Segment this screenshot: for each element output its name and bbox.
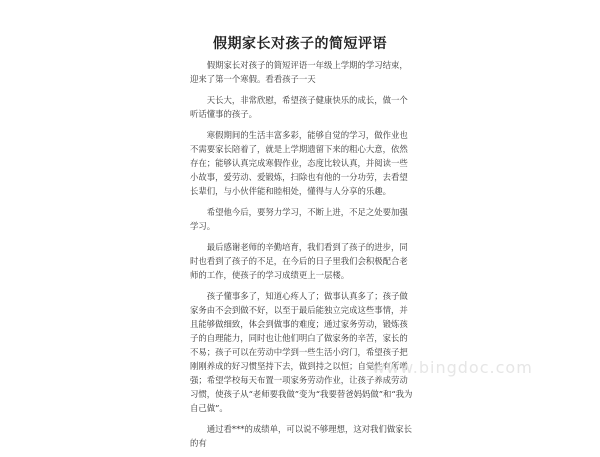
document-body (190, 58, 416, 457)
paragraph-2: 天长大，非常欣慰，希望孩子健康快乐的成长，做一个听话懂事的孩子。 (190, 95, 408, 119)
watermark: www.bingdoc.com (372, 358, 533, 377)
paragraph-3: 寒假期间的生活丰富多彩，能够自觉的学习，做作业也不需要家长陪着了，就是上学期遗留下来的粗心大意，依然存在；能够认真完成寒假作业，态度比较认真，并阅读一些小故事，爱劳动、爱锻炼，扫除也有他的一分功劳，去看望长辈们，与小伙伴能和睦相处，懂得与人分享的乐趣。 (190, 130, 408, 196)
paragraph-1: 假期家长对孩子的简短评语一年级上学期的学习结束，迎来了第一个寒假。看看孩子一天 (190, 60, 408, 84)
paragraph-6: 孩子懂事多了，知道心疼人了；做事认真多了；孩子做家务由不会到做不好，以至于最后能独立完成这些事情，并且能够做细致，体会到做事的难度；通过家务劳动，锻炼孩子的自理能力，同时也让他们明白了做家务的辛苦，家长的不易；孩子可以在劳动中学到一些生活小窍门，希望孩子把刚刚养成的好习惯坚持下去，做到持之以恒；自觉性有所增强；希望学校每天布置一项家务劳动作业，让孩子养成劳动习惯，使孩子从“老师要我做”变为“我要替爸妈妈做”和“我为自己做”。 (190, 291, 413, 413)
document-title: 假期家长对孩子的简短评语 (213, 36, 387, 52)
paragraph-4: 希望他今后，要努力学习，不断上进，不足之处要加强学习。 (190, 207, 408, 231)
paragraph-5: 最后感谢老师的辛勤培育，我们看到了孩子的进步，同时也看到了孩子的不足，在今后的日子里我们会积极配合老师的工作，使孩子的学习成绩更上一层楼。 (190, 242, 408, 280)
paragraph-7: 通过看***的成绩单，可以说不够理想，这对我们做家长的有 (190, 424, 412, 448)
